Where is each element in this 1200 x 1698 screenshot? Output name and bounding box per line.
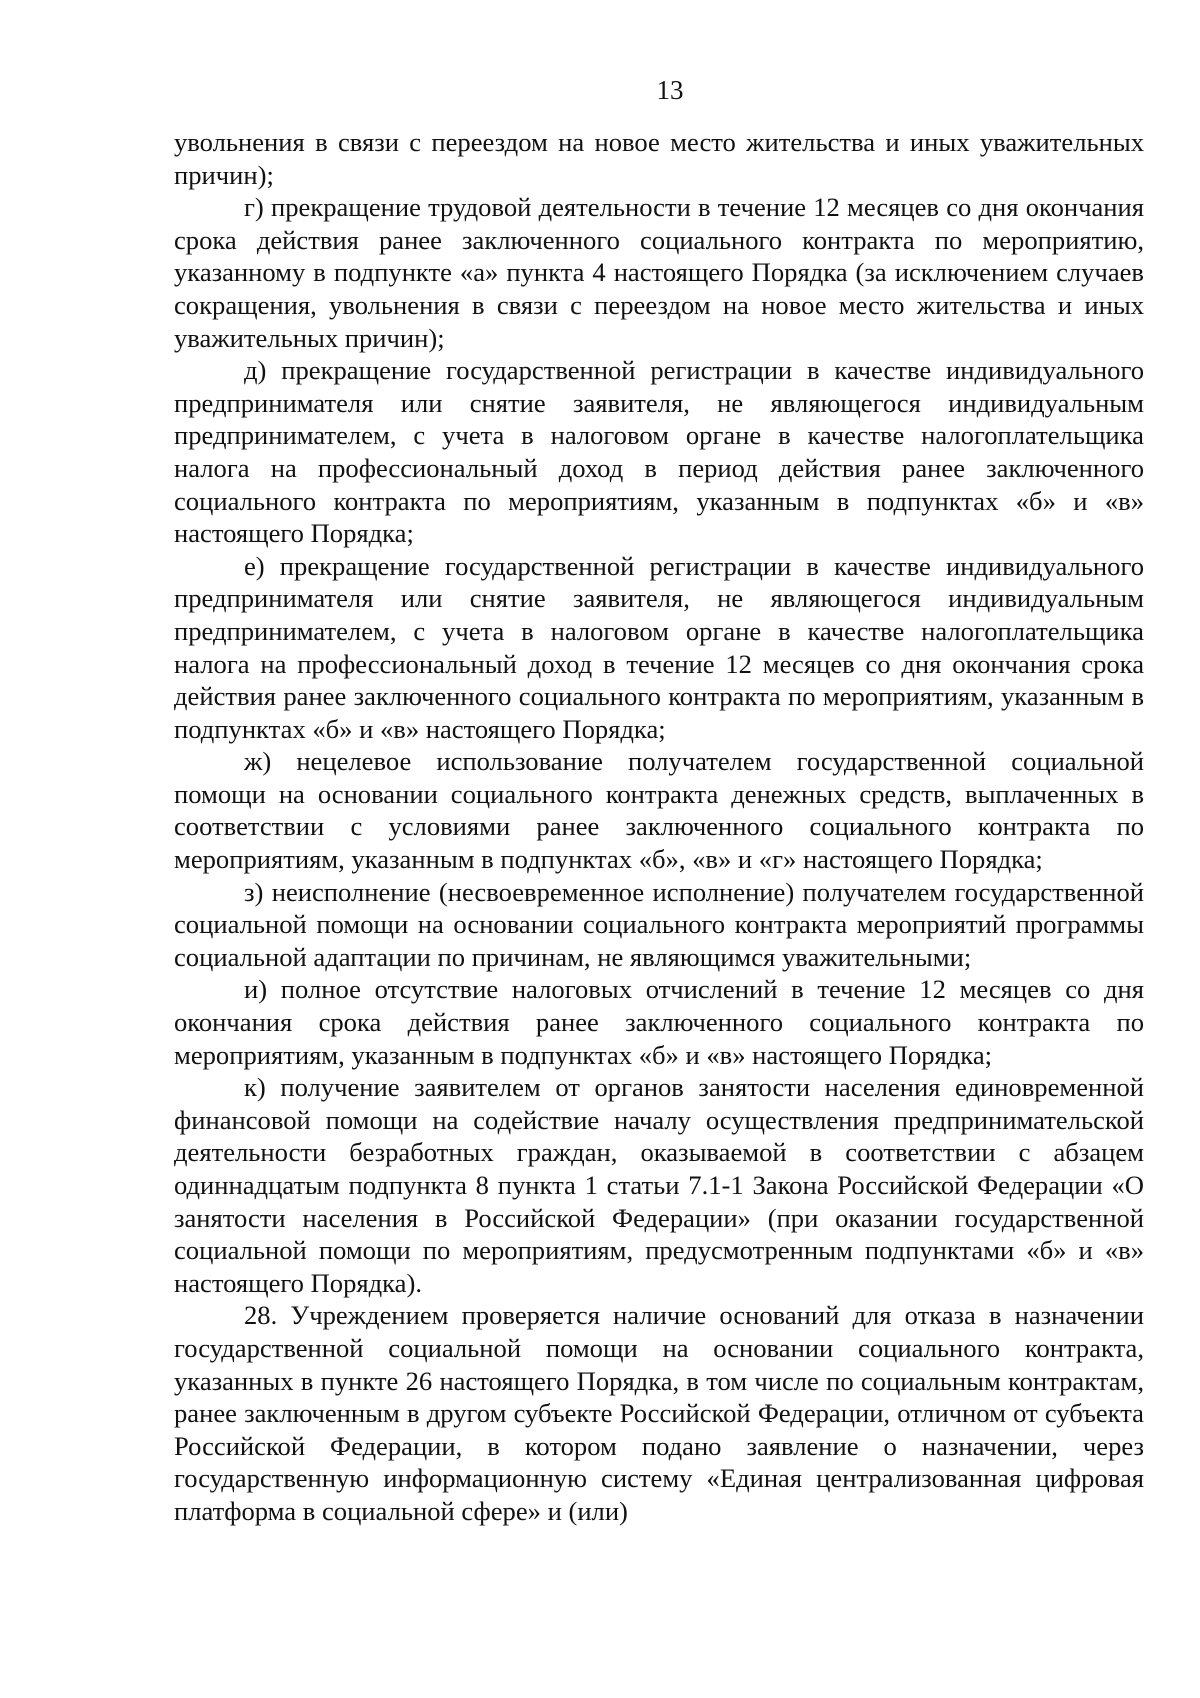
paragraph-item-z: з) неисполнение (несвоевременное исполнение) получателем государственной социальной помощи на основании социального контракта мероприятий программы социальной адаптации по причинам, не являющимся уважительными; (174, 876, 1144, 972)
paragraph-item-d: д) прекращение государственной регистрации в качестве индивидуального предпринимателя или снятие заявителя, не являющегося индивидуальным предпринимателем, с учета в налоговом органе в качестве налогоплательщика налога на профессиональный доход в период действия ранее заключенного социального контракта по мероприятиям, указанным в подпунктах «б» и «в» настоящего Порядка; (174, 355, 1144, 549)
paragraph-item-e: е) прекращение государственной регистрации в качестве индивидуального предпринимателя или снятие заявителя, не являющегося индивидуальным предпринимателем, с учета в налоговом органе в качестве налогоплательщика налога на профессиональный доход в течение 12 месяцев со дня окончания срока действия ранее заключенного социального контракта по мероприятиям, указанным в подпунктах «б» и «в» настоящего Порядка; (174, 550, 1144, 744)
paragraph-item-i: и) полное отсутствие налоговых отчислений в течение 12 месяцев со дня окончания срока действия ранее заключенного социального контракта по мероприятиям, указанным в подпунктах «б» и «в» настоящего Порядка; (174, 974, 1144, 1070)
paragraph-item-g: г) прекращение трудовой деятельности в течение 12 месяцев со дня окончания срока действия ранее заключенного социального контракта по мероприятию, указанному в подпункте «а» пункта 4 настоящего Порядка (за исключением случаев сокращения, увольнения в связи с переездом на новое место жительства и иных уважительных причин); (174, 192, 1144, 353)
paragraph-point-28: 28. Учреждением проверяется наличие оснований для отказа в назначении государственной социальной помощи на основании социального контракта, указанных в пункте 26 настоящего Порядка, в том числе по социальным контрактам, ранее заключенным в другом субъекте Российской Федерации, отличном от субъекта Российской Федерации, в котором подано заявление о назначении, через государственную информационную систему «Единая централизованная цифровая платформа в социальной сфере» и (или) (174, 1300, 1144, 1526)
paragraph-continuation: увольнения в связи с переездом на новое место жительства и иных уважительных причин); (174, 127, 1144, 190)
paragraph-item-k: к) получение заявителем от органов занятости населения единовременной финансовой помощи на содействие началу осуществления предпринимательской деятельности безработных граждан, оказываемой в соответствии с абзацем одиннадцатым подпункта 8 пункта 1 статьи 7.1-1 Закона Российской Федерации «О занятости населения в Российской Федерации» (при оказании государственной социальной помощи по мероприятиям, предусмотренным подпунктами «б» и «в» настоящего Порядка). (174, 1072, 1144, 1298)
document-body (174, 126, 1144, 1528)
paragraph-item-zh: ж) нецелевое использование получателем государственной социальной помощи на основании социального контракта денежных средств, выплаченных в соответствии с условиями ранее заключенного социального контракта по мероприятиям, указанным в подпунктах «б», «в» и «г» настоящего Порядка; (174, 746, 1144, 875)
page-number: 13 (656, 75, 684, 105)
